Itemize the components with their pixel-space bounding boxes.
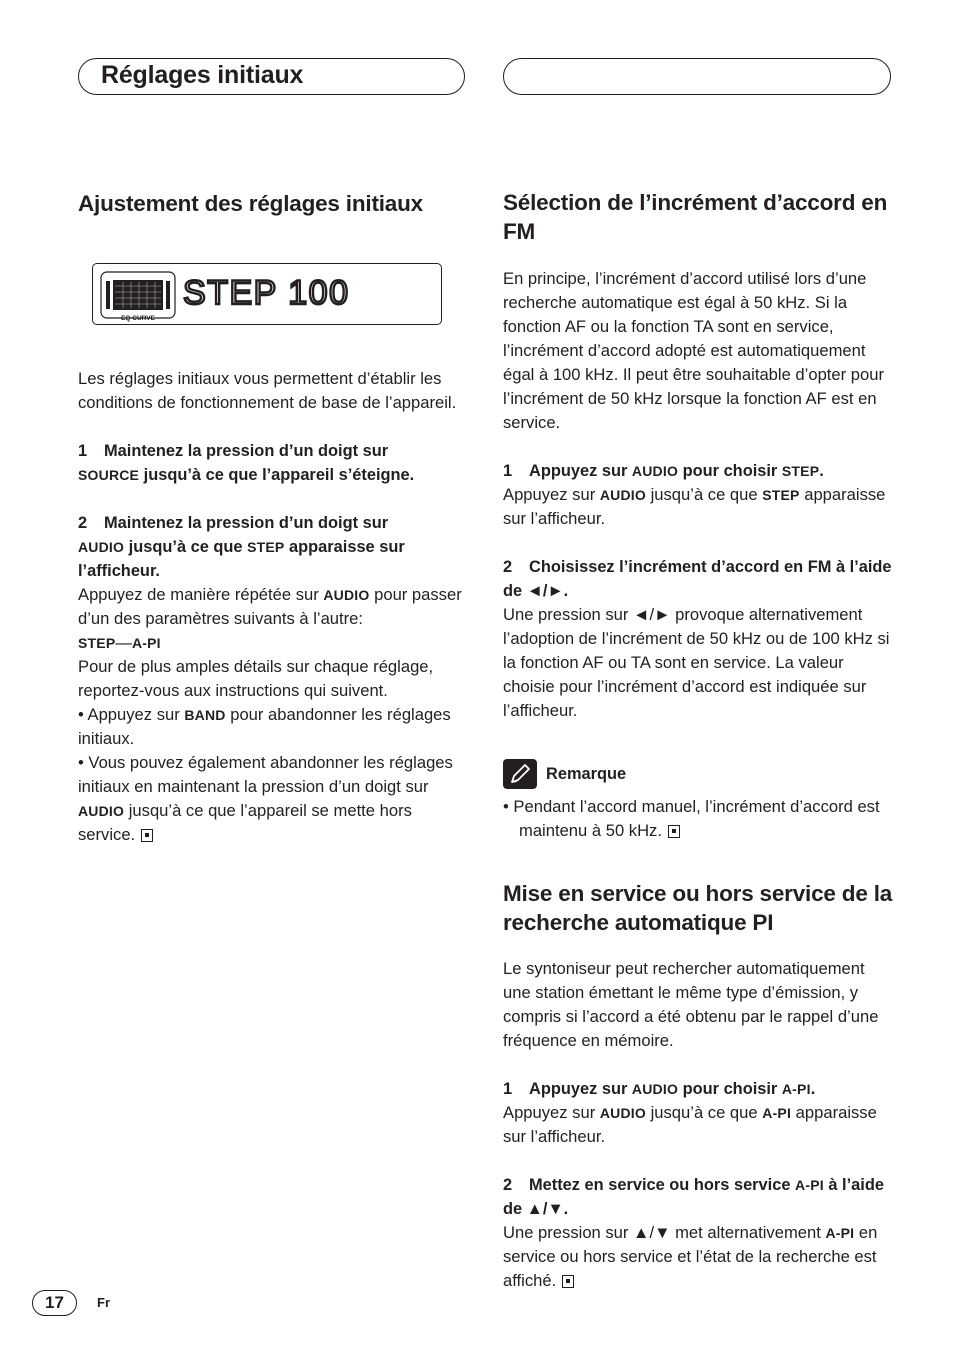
pi-step-2-body: Une pression sur ▲/▼ met alternativement A-PI en service ou hors service et l’état de la recherche est affiché. (503, 1223, 878, 1290)
increment-step-1: 1 Appuyez sur AUDIO pour choisir STEP. (503, 462, 824, 480)
step-2: 2 Maintenez la pression d’un doigt sur AUDIO jusqu’à ce que STEP apparaisse sur l’afficheur. (78, 514, 405, 580)
language-code: Fr (97, 1295, 110, 1310)
pi-intro: Le syntoniseur peut rechercher automatiquement une station émettant le même type d’émission, y compris si l’accord a été obtenu par le rappel d’une fréquence en mémoire. (503, 959, 879, 1050)
parameter-sequence: STEP—A-PI (78, 633, 161, 652)
left-column (78, 185, 468, 847)
end-mark-icon (562, 1275, 574, 1288)
heading-increment: Sélection de l’incrément d’accord en FM (503, 190, 888, 244)
increment-step-2-body: Une pression sur ◄/► provoque alternativement l’adoption de l’incrément de 50 kHz ou de 100 kHz si la fonction AF ou TA sont en service. La valeur choisie pour l’incrément d’accord est indiquée sur l’afficheur. (503, 605, 890, 720)
pencil-icon (503, 759, 537, 789)
increment-intro: En principe, l’incrément d’accord utilisé lors d’une recherche automatique est égal à 50 kHz. Si la fonction AF ou la fonction TA sont en service, l’incrément d’accord adopté est automatiquement égal à 100 kHz. Il peut être souhaitable d’opter pour l’incrément de 50 kHz lorsque la fonction AF est en service. (503, 269, 884, 432)
eq-bracket-right (166, 281, 170, 309)
header-tab (78, 58, 465, 95)
end-mark-icon (141, 829, 153, 842)
step-1: 1 Maintenez la pression d’un doigt sur SOURCE jusqu’à ce que l’appareil s’éteigne. (78, 442, 415, 484)
end-mark-icon (668, 825, 680, 838)
increment-step-1-body: Appuyez sur AUDIO jusqu’à ce que STEP apparaisse sur l’afficheur. (503, 485, 886, 528)
lcd-text: STEP 100 (183, 274, 351, 312)
eq-bracket-left (106, 281, 110, 309)
details-text: Pour de plus amples détails sur chaque réglage, reportez-vous aux instructions qui suivent. (78, 657, 434, 700)
remark-bullet: • Pendant l’accord manuel, l’incrément d’accord est maintenu à 50 kHz. (503, 797, 880, 840)
heading-pi-search: Mise en service ou hors service de la recherche automatique PI (503, 881, 893, 935)
pi-step-2: 2 Mettez en service ou hors service A-PI à l’aide de ▲/▼. (503, 1176, 884, 1218)
page-number: 17 (32, 1290, 77, 1316)
intro-text: Les réglages initiaux vous permettent d’établir les conditions de fonctionnement de base de l’appareil. (78, 369, 457, 412)
header-tab-empty (503, 58, 891, 95)
right-column (503, 185, 893, 1293)
pi-step-1: 1 Appuyez sur AUDIO pour choisir A-PI. (503, 1080, 816, 1098)
remark-label: Remarque (546, 764, 627, 783)
bullet-audio: • Vous pouvez également abandonner les réglages initiaux en maintenant la pression d’un doigt sur AUDIO jusqu’à ce que l’appareil se mette hors service. (78, 753, 453, 844)
pi-step-1-body: Appuyez sur AUDIO jusqu’à ce que A-PI apparaisse sur l’afficheur. (503, 1103, 877, 1146)
section-title: Réglages initiaux (101, 61, 304, 89)
increment-step-2: 2 Choisissez l’incrément d’accord en FM à l’aide de ◄/►. (503, 558, 892, 600)
step-2-body: Appuyez de manière répétée sur AUDIO pour passer d’un des paramètres suivants à l’autre: (78, 585, 462, 628)
heading-ajustement: Ajustement des réglages initiaux (78, 191, 423, 216)
lcd-display (92, 263, 442, 325)
lcd-graphic (93, 264, 443, 326)
eq-graph-area (113, 280, 163, 310)
eq-label: EQ CURVE (121, 315, 155, 322)
remark-header (503, 759, 893, 789)
bullet-band: • Appuyez sur BAND pour abandonner les réglages initiaux. (78, 705, 451, 748)
